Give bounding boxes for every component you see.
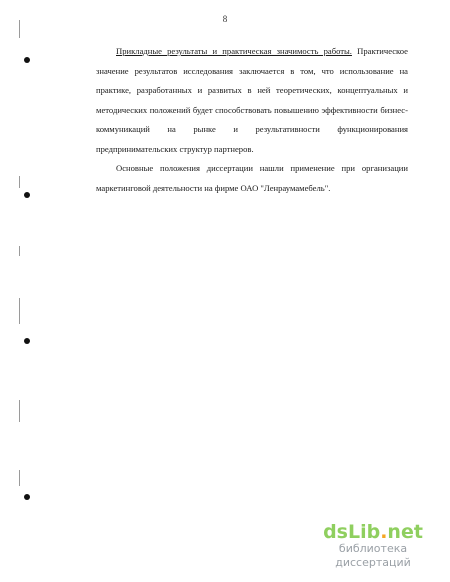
margin-mark [19,246,20,256]
dslib-logo: dsLib.net [323,521,423,543]
dslib-watermark [308,522,438,570]
paragraph-text: Практическое значение результатов исследования заключается в том, что использование на практике, разработанных и развитых в ней теоретических, концептуальных и методических положений будет способствовать повышению эффективности бизнес-коммуникаций на рынке и результативности функционирования предпринимательских структур партнеров. [96,46,408,154]
margin-mark [19,298,20,324]
margin-mark [19,20,20,38]
binder-hole-dot [24,338,30,344]
margin-mark [19,470,20,486]
binder-hole-dot [24,192,30,198]
dslib-subtitle: библиотека диссертаций [335,542,411,569]
margin-mark [19,400,20,422]
paragraph-practical-significance [96,42,408,159]
margin-mark [19,176,20,188]
paragraph-implementation: Основные положения диссертации нашли применение при организации маркетинговой деятельности на фирме ОАО "Ленраумамебель". [96,163,408,193]
binder-hole-dot [24,57,30,63]
page-number: 8 [222,14,228,24]
section-heading-underlined: Прикладные результаты и практическая значимость работы. [116,46,352,56]
binder-hole-dot [24,494,30,500]
document-body [96,42,408,198]
